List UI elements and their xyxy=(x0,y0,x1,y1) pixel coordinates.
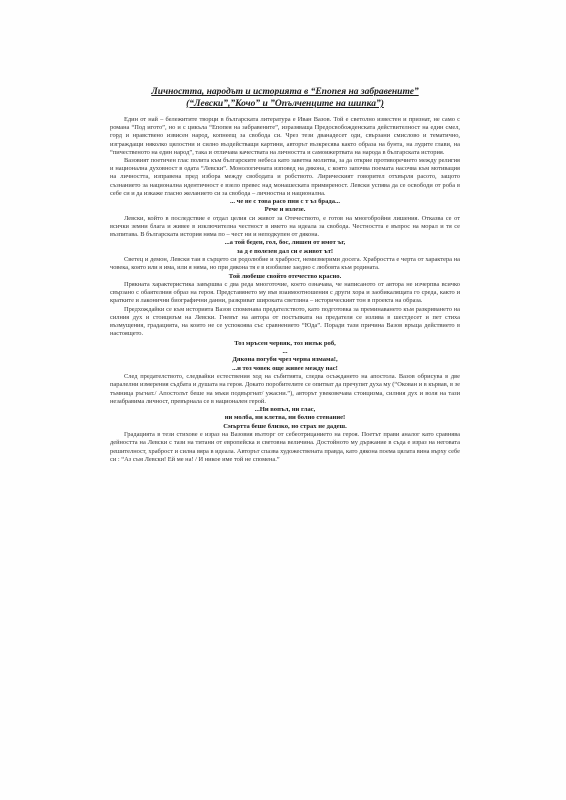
verse-5: Той любеше свойто отечество красно. xyxy=(228,272,342,280)
verse-8: Дякона погуби чрез черна измама!, xyxy=(232,356,338,364)
verse-9: ...и тоз човек още живее между нас! xyxy=(232,364,338,372)
paragraph-4: Светец и демон, Левски таи в сърцето си родолюбие и храброст, немизмерими досега. Храбростта е черта от характера на човека, която или я има, или я няма, но при дякона тя е в изобилие заедно с любовта към родината. xyxy=(110,256,460,272)
paragraph-1: Един от най – бележитите творци в българската литература е Иван Вазов. Той е светолно известен и признат, не само с романа “Под игото”, но и с цикъла “Епопея на забравените”, изразяваща Предосвобожденската действителност на един смел, горд и нравствено извисен народ, копнеещ за свобода си. Чрез тези дванадесет оди, свързани смислово и тематично, изграждащи няколко цялостни и силно въздействащи картини, авторът възкресява както образа на бунта, на лудите глави, на “пичественото на един народ”, така и отличава качествата на личността и самоижертвата на народа в българската история. xyxy=(110,116,460,156)
verse-10: ...Ни вопъл, ни глас, xyxy=(254,405,316,413)
verse-11: ни молба, ни клетва, ни болно стенание! xyxy=(224,414,346,422)
paragraph-3: Левски, който в последствие е отдал целия си живот за Отечеството, е готов на многобройни лишения. Отказва се от всички земни блага и живее в изключителна честност в името на идеала за свобода. Честността е въпрос на морал и тя се възпитава. В българската история няма по – чест ни и неподкупен от дякона. xyxy=(110,214,460,239)
verse-1: ... че не с това расо пни с т ъз брада... xyxy=(230,198,340,206)
paragraph-5: Прякната характеристика завършва с два реда многоточие, което означава, че написаното от автора не изчерпва всичко свързано с обаятелния образ на героя. Представянето му във взаимоотношения с други хора и заобикалящата го среда, както и кратките и лаконични биографични данни, разкриват широката светлина – историческият тон в проекта на образа. xyxy=(110,281,460,305)
verse-4: за д е полезен дал си е живот ът! xyxy=(236,247,334,255)
paragraph-6: Предхождайки се към историята Вазов споменава предателството, като подготовка за преминаването към разкриването на силния дух и стоицизъм на Левски. Гневът на автора от постъпката на предателя се излива в шестдесет и пет стиха възмущения, градацията, на които не се успокоява със сравнението “Юда”. Поради тази причина Вазов връща действието в настоящето. xyxy=(110,305,460,338)
paragraph-8: Градацията в тези стихове е израз на Вазовия възторг от себеотрицанието на героя. Поетът прави аналог като сравнява дейността на Левски с тази на титани от европейска и световна величина. Достойното му държание в съда е израз на неговата решителност, храброст и силна вяра в идеала. Авторът спазва художествената правда, като дякона поема цялата вина върху себе си : “Аз съм Левски! Ей ме на! / И никое име той не спомена.” xyxy=(110,431,460,463)
verse-2: Рече и излезе. xyxy=(264,206,306,214)
title-line-1: Личността, народът и историята в “Епопея на забравените” xyxy=(151,87,419,97)
document-title xyxy=(110,86,460,110)
document-body xyxy=(110,86,460,464)
verse-3: ...а той беден, гол, бос, лишен от имот ъг, xyxy=(224,239,346,247)
verse-12: Смъртта беше близко, но страх не дадеш. xyxy=(223,422,347,430)
verse-6: Тоз мръсен червяк, тоз низък роб, xyxy=(234,339,336,347)
paragraph-2: Вазовият поетичен глас полита към българските небеса като заветна молитва, за да открие противоречието между религия и национална духовност в одата “Левски”. Монологичната изповед на дякона, с която започва поемата насочва към мотивация на личността, изправена пред избора между свободата и робството. Лирическият говорител отхвърля расото, защото съзнанието за национална идентичност е взело превес над монашеската примиреност. Левски успява да се освободи от роба в себе си и да изкаже гласно желанието си за свобода – личностна и национална. xyxy=(110,157,460,197)
paragraph-7: След предателството, следвайки естествения ход на събитията, следва осъждането на апостола. Вазов обрисува в две паралелни измерения съдбата и душата на героя. Докато поробителите се опитват да пречупят духа му (“Окован и в кървав, в зе тъмница ръгнат./ Апостолът беше на мъки подвъргнат/ ужасни.”), авторът увековечава стоицизма, силния дух и воля на тази незабравима личност, превърнала се в национален герой. xyxy=(110,373,460,405)
verse-7: ... xyxy=(282,347,288,355)
title-line-2: (“Левски”,”Кочо” и ”Опълченците на шипка”) xyxy=(186,99,384,109)
